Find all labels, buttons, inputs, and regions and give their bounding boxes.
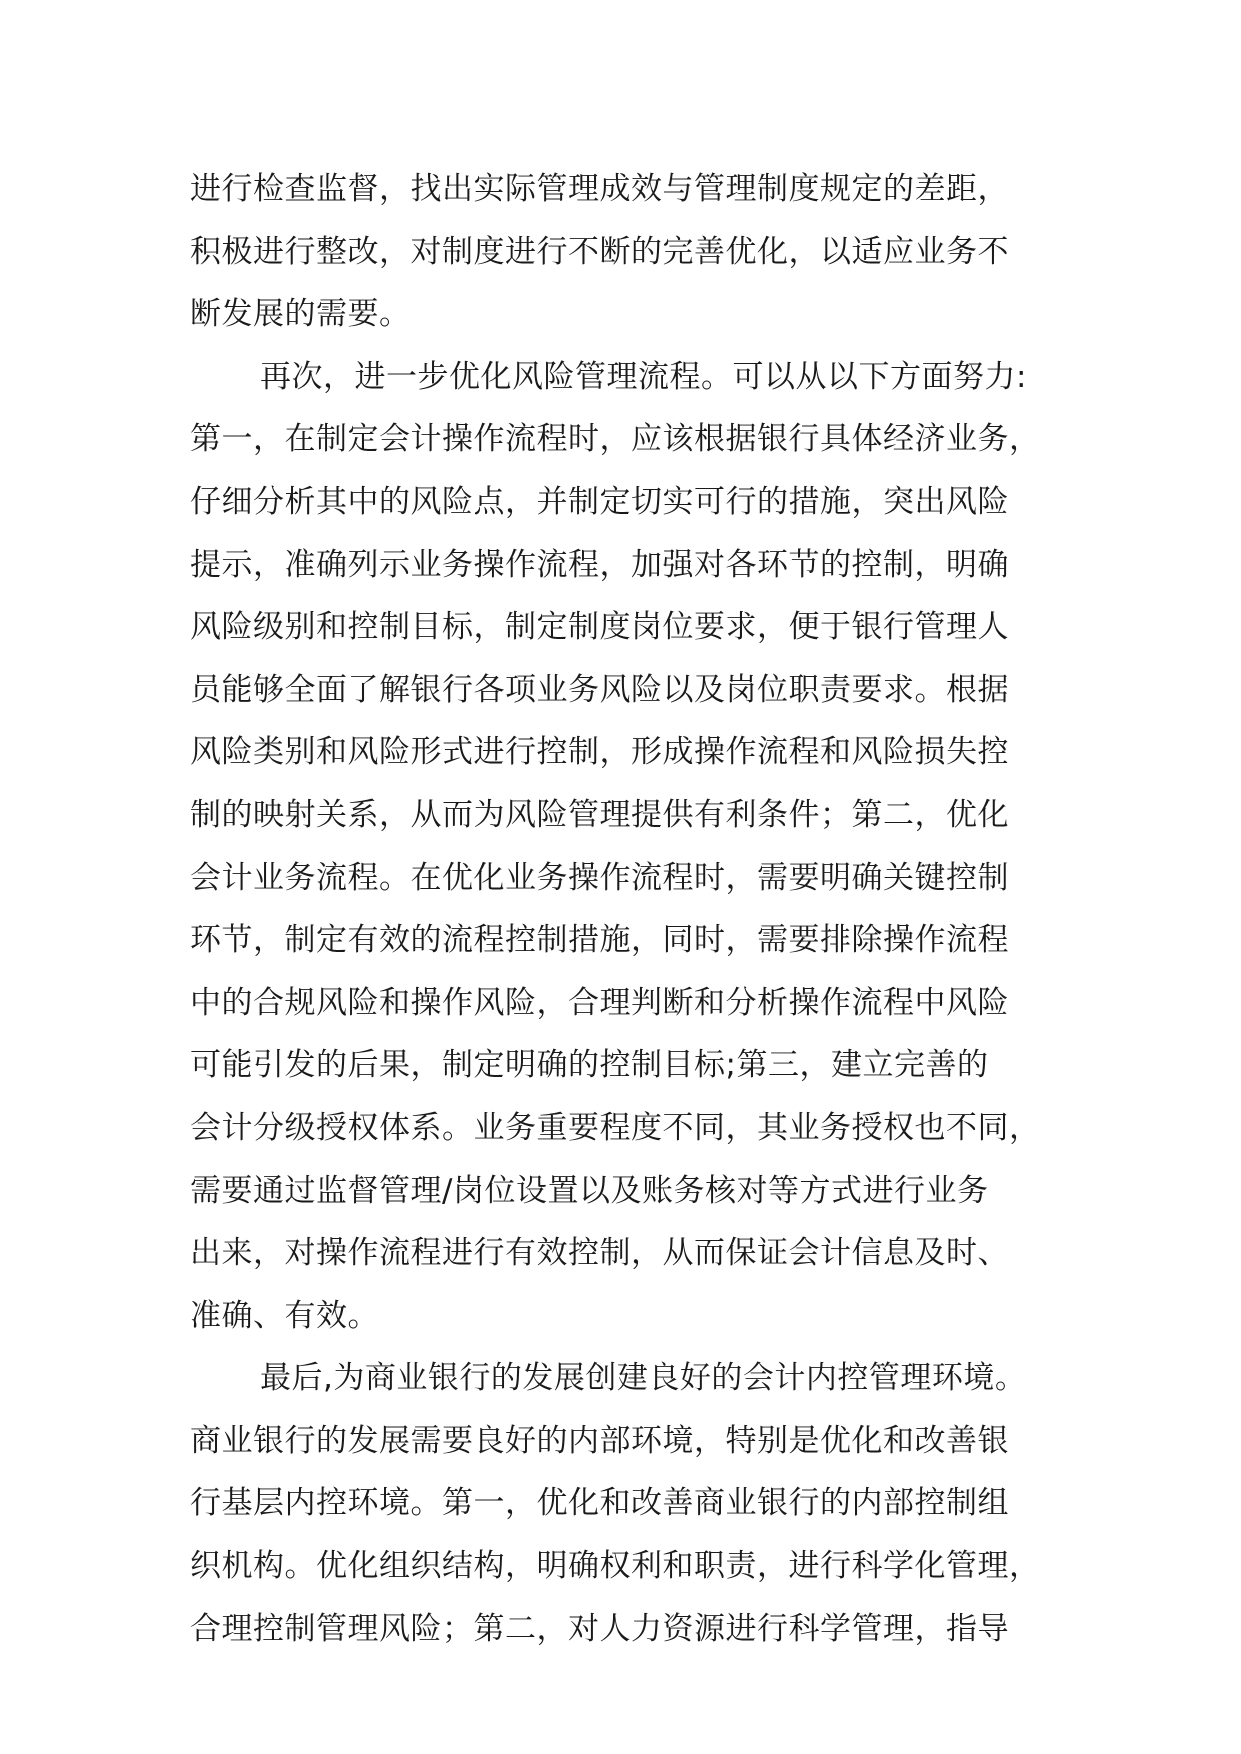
text-line: 断发展的需要。 — [190, 296, 411, 333]
text-line: 环节，制定有效的流程控制措施，同时，需要排除操作流程 — [190, 922, 1009, 959]
text-line: 行基层内控环境。第一，优化和改善商业银行的内部控制组 — [190, 1485, 1009, 1522]
text-line: 会计业务流程。在优化业务操作流程时，需要明确关键控制 — [190, 859, 1009, 896]
body-text — [190, 158, 1066, 1660]
text-line: 员能够全面了解银行各项业务风险以及岗位职责要求。根据 — [190, 671, 1009, 708]
paragraph-start-line: 再次，进一步优化风险管理流程。可以从以下方面努力: — [260, 358, 1027, 395]
text-line: 织机构。优化组织结构，明确权利和职责，进行科学化管理， — [190, 1548, 1041, 1585]
text-line: 会计分级授权体系。业务重要程度不同，其业务授权也不同， — [190, 1109, 1041, 1146]
text-line: 制的映射关系，从而为风险管理提供有利条件；第二，优化 — [190, 796, 1009, 833]
text-line: 风险级别和控制目标，制定制度岗位要求，便于银行管理人 — [190, 609, 1009, 646]
paragraph-start-line: 最后,为商业银行的发展创建良好的会计内控管理环境。 — [260, 1360, 1027, 1397]
text-line: 商业银行的发展需要良好的内部环境，特别是优化和改善银 — [190, 1422, 1009, 1459]
text-line: 出来，对操作流程进行有效控制，从而保证会计信息及时、 — [190, 1235, 1009, 1272]
text-line: 中的合规风险和操作风险，合理判断和分析操作流程中风险 — [190, 984, 1009, 1021]
text-line: 风险类别和风险形式进行控制，形成操作流程和风险损失控 — [190, 734, 1009, 771]
text-line: 需要通过监督管理/岗位设置以及账务核对等方式进行业务 — [190, 1172, 989, 1209]
text-line: 合理控制管理风险；第二，对人力资源进行科学管理，指导 — [190, 1610, 1009, 1647]
text-line: 进行检查监督，找出实际管理成效与管理制度规定的差距， — [190, 171, 1009, 207]
text-line: 提示，准确列示业务操作流程，加强对各环节的控制，明确 — [190, 546, 1009, 583]
text-line: 准确、有效。 — [190, 1297, 379, 1334]
text-line: 仔细分析其中的风险点，并制定切实可行的措施，突出风险 — [190, 483, 1009, 520]
text-line: 第一，在制定会计操作流程时，应该根据银行具体经济业务， — [190, 421, 1041, 458]
text-line: 积极进行整改，对制度进行不断的完善优化，以适应业务不 — [190, 233, 1009, 270]
text-line: 可能引发的后果，制定明确的控制目标;第三，建立完善的 — [190, 1047, 989, 1084]
